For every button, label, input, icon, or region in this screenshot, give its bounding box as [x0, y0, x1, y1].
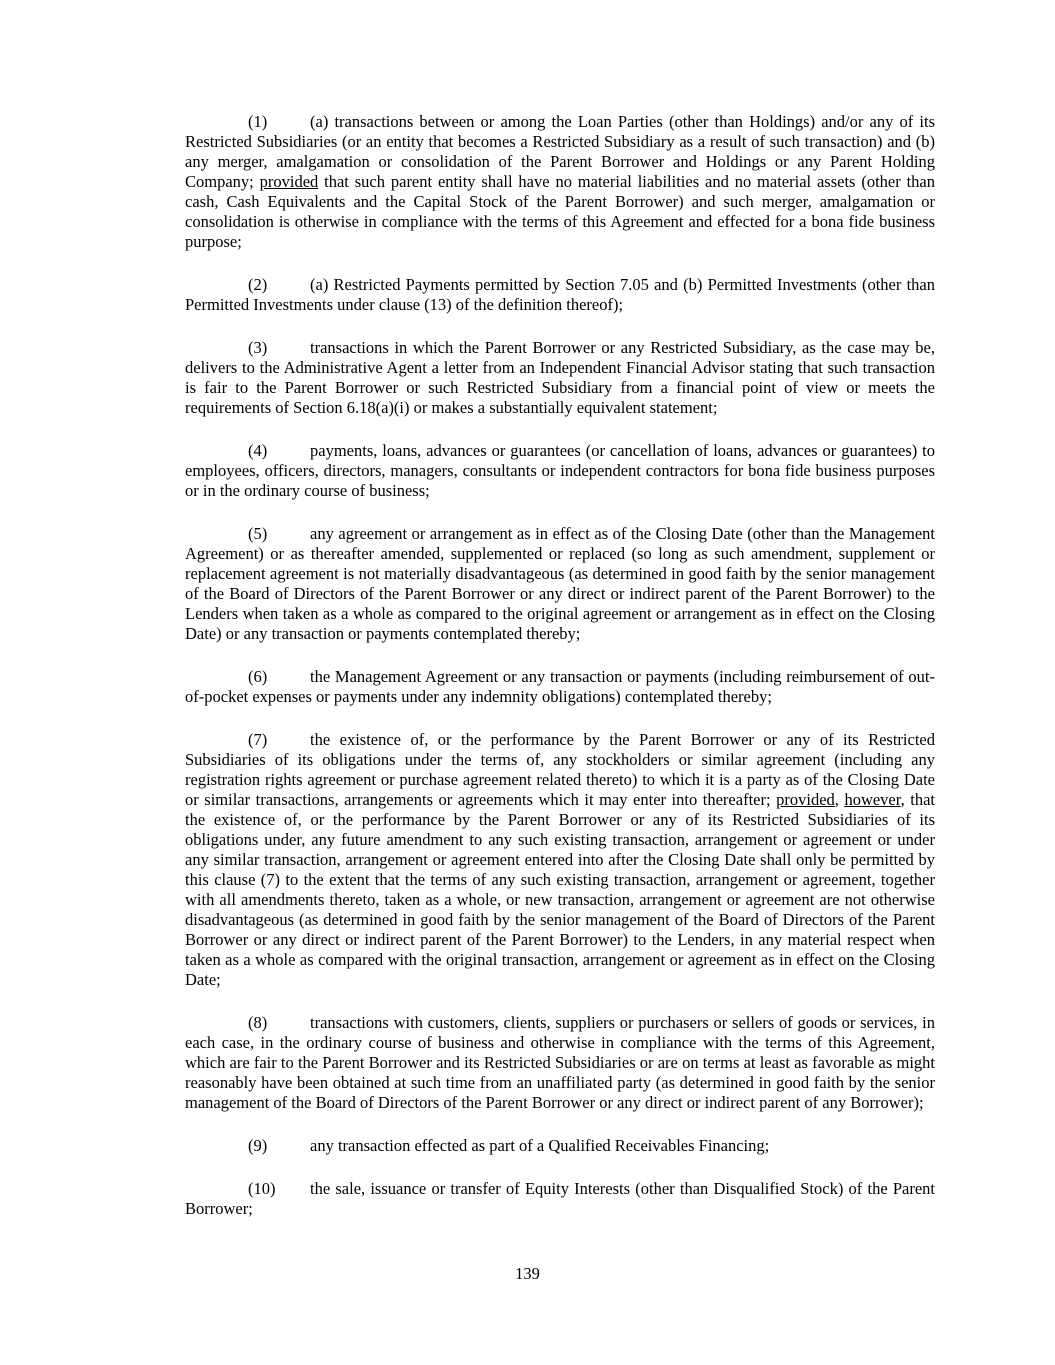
paragraph-text: (a) Restricted Payments permitted by Section 7.05 and (b) Permitted Investments (other than Permitted Investments under clause (13) of the definition thereof);: [185, 275, 935, 314]
paragraph-text: transactions with customers, clients, suppliers or purchasers or sellers of goods or services, in each case, in the ordinary course of business and otherwise in compliance with the terms of this Agreement, which are fair to the Parent Borrower and its Restricted Subsidiaries or are on terms at least as favorable as might reasonably have been obtained at such time from an unaffiliated party (as determined in good faith by the senior management of the Board of Directors of the Parent Borrower or any direct or indirect parent of any Borrower);: [185, 1013, 935, 1112]
paragraph-number: (3): [248, 338, 268, 357]
page-number: 139: [515, 1264, 540, 1283]
paragraph-text: any agreement or arrangement as in effect as of the Closing Date (other than the Management Agreement) or as thereafter amended, supplemented or replaced (so long as such amendment, supplement or replacement agreement is not materially disadvantageous (as determined in good faith by the senior management of the Board of Directors of the Parent Borrower or any direct or indirect parent of the Parent Borrower) to the Lenders when taken as a whole as compared to the original agreement or arrangement as in effect on the Closing Date) or any transaction or payments contemplated thereby;: [185, 524, 935, 643]
paragraph-number: (4): [248, 441, 268, 460]
paragraph-number: (10): [248, 1179, 276, 1198]
paragraph-text: transactions in which the Parent Borrower or any Restricted Subsidiary, as the case may be, delivers to the Administrative Agent a letter from an Independent Financial Advisor stating that such transaction is fair to the Parent Borrower or such Restricted Subsidiary from a financial point of view or meets the requirements of Section 6.18(a)(i) or makes a substantially equivalent statement;: [185, 338, 935, 417]
paragraph-text: that such parent entity shall have no material liabilities and no material assets (other than cash, Cash Equivalents and the Capital Stock of the Parent Borrower) and such merger, amalgamation or consolidation is otherwise in compliance with the terms of this Agreement and effected for a bona fide business purpose;: [185, 172, 936, 251]
underlined-term: provided: [259, 172, 319, 191]
paragraph-text: ,: [834, 790, 845, 809]
paragraph-number: (8): [248, 1013, 268, 1032]
paragraph-text: any transaction effected as part of a Qualified Receivables Financing;: [310, 1136, 770, 1155]
paragraph-number: (2): [248, 275, 268, 294]
paragraph: [185, 1136, 935, 1156]
paragraph: [185, 667, 935, 707]
paragraph-text: the sale, issuance or transfer of Equity Interests (other than Disqualified Stock) of the Parent Borrower;: [185, 1179, 935, 1218]
paragraph: [185, 1179, 935, 1219]
paragraph: [185, 112, 935, 252]
paragraph-number: (6): [248, 667, 268, 686]
paragraph-text: (a) transactions between or among the Loan Parties (other than Holdings) and/or any of its Restricted Subsidiaries (or an entity that becomes a Restricted Subsidiary as a result of such transaction) and (b) any merger, amalgamation or consolidation of the Parent Borrower and Holdings or any Parent Holding Company;: [185, 112, 935, 191]
paragraph: [185, 275, 935, 315]
paragraph-number: (5): [248, 524, 268, 543]
paragraph: [185, 441, 935, 501]
paragraph-number: (9): [248, 1136, 268, 1155]
underlined-term: however: [844, 790, 901, 809]
paragraph: [185, 338, 935, 418]
paragraph: [185, 1013, 935, 1113]
document-body: [185, 112, 935, 1242]
underlined-term: provided: [776, 790, 835, 809]
paragraph-number: (7): [248, 730, 268, 749]
paragraph-text: the existence of, or the performance by the Parent Borrower or any of its Restricted Subsidiaries of its obligations under the terms of, any stockholders or similar agreement (including any registration rights agreement or purchase agreement related thereto) to which it is a party as of the Closing Date or similar transactions, arrangements or agreements which it may enter into thereafter;: [185, 730, 935, 809]
paragraph-text: payments, loans, advances or guarantees (or cancellation of loans, advances or guarantees) to employees, officers, directors, managers, consultants or independent contractors for bona fide business purposes or in the ordinary course of business;: [185, 441, 935, 500]
paragraph: [185, 730, 935, 990]
paragraph: [185, 524, 935, 644]
paragraph-number: (1): [248, 112, 268, 131]
paragraph-text: , that the existence of, or the performance by the Parent Borrower or any of its Restricted Subsidiaries of its obligations under, any future amendment to any such existing transaction, arrangement or agreement or under any similar transaction, arrangement or agreement entered into after the Closing Date shall only be permitted by this clause (7) to the extent that the terms of any such existing transaction, arrangement or agreement, together with all amendments thereto, taken as a whole, or new transaction, arrangement or agreement are not otherwise disadvantageous (as determined in good faith by the senior management of the Board of Directors of the Parent Borrower or any direct or indirect parent of the Parent Borrower) to the Lenders, in any material respect when taken as a whole as compared with the original transaction, arrangement or agreement as in effect on the Closing Date;: [185, 790, 936, 989]
paragraph-text: the Management Agreement or any transaction or payments (including reimbursement of out-of-pocket expenses or payments under any indemnity obligations) contemplated thereby;: [185, 667, 935, 706]
